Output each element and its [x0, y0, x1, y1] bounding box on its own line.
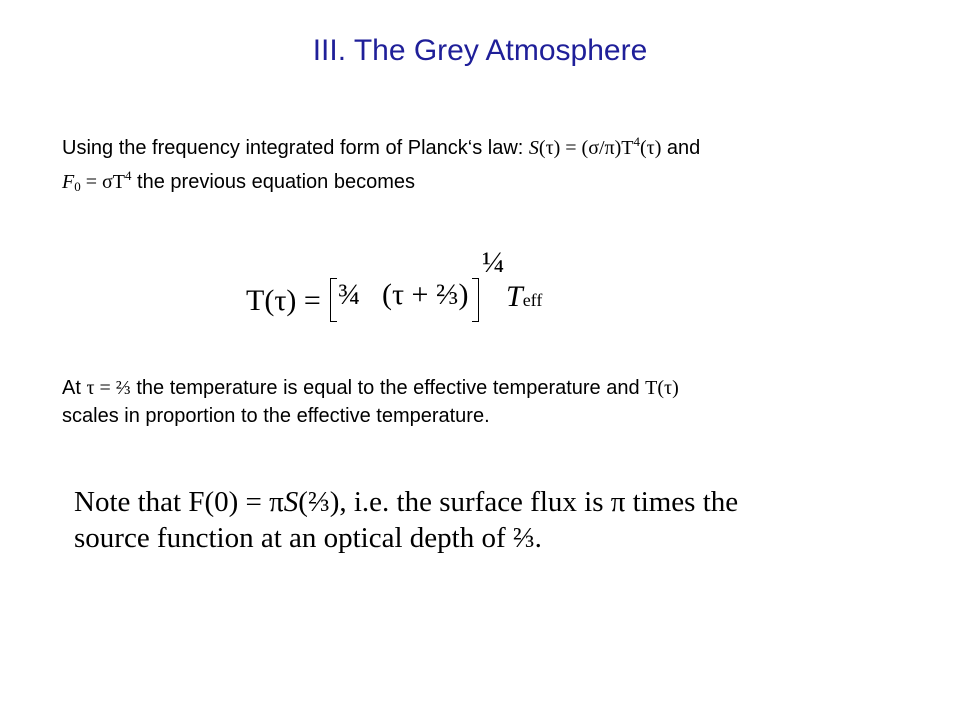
conclusion-at: At [62, 377, 87, 399]
conclusion-line-1 [62, 374, 679, 402]
right-bracket [472, 278, 479, 322]
flux-subscript: 0 [74, 179, 81, 194]
intro-line-1 [62, 128, 700, 162]
intro-text-3: the previous equation becomes [131, 171, 416, 193]
teff-t: T [506, 280, 523, 313]
intro-text-2: and [661, 137, 701, 159]
flux-formula [62, 168, 132, 194]
planck-body: (τ) = (σ/π)T [538, 137, 634, 159]
flux-f: F [62, 171, 75, 193]
note-line-1 [74, 484, 738, 520]
left-bracket [330, 278, 337, 322]
note-part-1: Note that F(0) = π [74, 486, 284, 518]
flux-exponent: 4 [125, 168, 132, 183]
planck-formula [528, 134, 662, 159]
conclusion-line-2: scales in proportion to the effective temperature. [62, 405, 490, 427]
note-paragraph [74, 484, 738, 556]
equation-inner: (τ + ⅔) [382, 278, 469, 311]
conclusion-paragraph [62, 374, 679, 430]
planck-exponent: 4 [633, 134, 641, 149]
flux-body: = σT [80, 171, 125, 193]
tau-expression: τ = ⅔ [86, 377, 131, 399]
equation-power: ¼ [482, 246, 505, 279]
note-line-2: source function at an optical depth of ⅔. [74, 522, 542, 554]
planck-s: S [528, 137, 539, 159]
note-s: S [283, 486, 299, 518]
intro-paragraph [62, 128, 700, 201]
conclusion-middle: the temperature is equal to the effective temperature and [130, 377, 646, 399]
note-part-2: (⅔), i.e. the surface flux is π times the [298, 486, 739, 518]
equation-coefficient: ¾ [338, 278, 361, 311]
slide-title: III. The Grey Atmosphere [312, 34, 648, 67]
t-of-tau: T(τ) [645, 377, 679, 399]
planck-arg: (τ) [640, 137, 662, 159]
equation-lhs: T(τ) = [246, 284, 321, 317]
intro-line-2 [62, 162, 700, 201]
equation-teff [506, 280, 542, 314]
teff-subscript: eff [522, 290, 543, 310]
intro-text-1: Using the frequency integrated form of Planck‘s law: [62, 137, 529, 159]
